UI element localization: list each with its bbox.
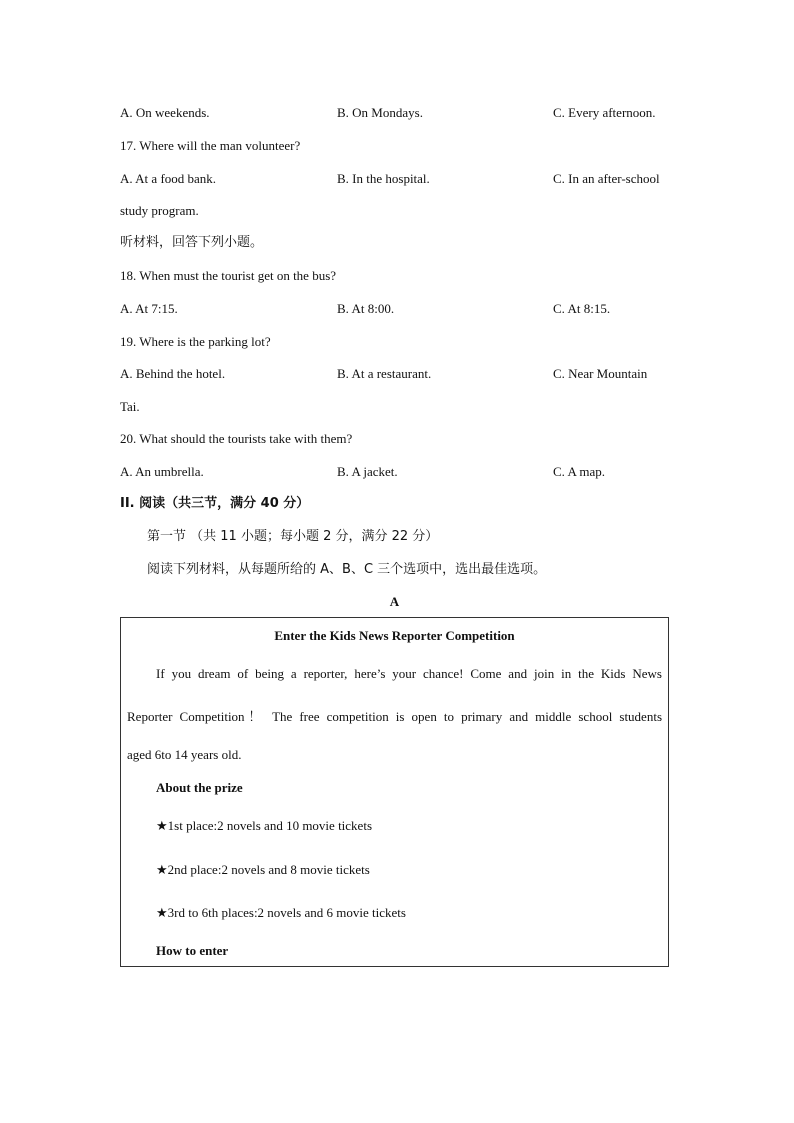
q17-option-a: A. At a food bank. xyxy=(120,171,217,186)
q18-option-c: C. At 8:15. xyxy=(553,301,611,316)
passage-para-line-3: aged 6to 14 years old. xyxy=(127,747,242,762)
passage-para-line-2: Reporter Competition！ The free competition is open to primary and middle school students xyxy=(127,709,662,724)
q19-option-c-continued: Tai. xyxy=(120,399,140,414)
q19-question: 19. Where is the parking lot? xyxy=(120,334,271,349)
q16-option-b: B. On Mondays. xyxy=(337,105,423,120)
q18-question: 18. When must the tourist get on the bus? xyxy=(120,268,337,283)
q17-question: 17. Where will the man volunteer? xyxy=(120,138,301,153)
q20-option-a: A. An umbrella. xyxy=(120,464,204,479)
passage-label: A xyxy=(389,594,400,609)
part-heading: 第一节 （共 11 小题；每小题 2 分，满分 22 分） xyxy=(147,529,439,544)
q19-option-c: C. Near Mountain xyxy=(553,366,648,381)
q19-option-a: A. Behind the hotel. xyxy=(120,366,226,381)
listen-instruction: 听材料，回答下列小题。 xyxy=(120,235,264,250)
q20-option-b: B. A jacket. xyxy=(337,464,398,479)
prize-heading: About the prize xyxy=(156,780,243,795)
q20-option-c: C. A map. xyxy=(553,464,606,479)
prize-item: ★2nd place:2 novels and 8 movie tickets xyxy=(156,862,370,877)
q18-option-b: B. At 8:00. xyxy=(337,301,395,316)
q19-option-b: B. At a restaurant. xyxy=(337,366,432,381)
q18-option-a: A. At 7:15. xyxy=(120,301,178,316)
prize-item: ★3rd to 6th places:2 novels and 6 movie tickets xyxy=(156,905,406,920)
passage-box xyxy=(120,617,669,967)
prize-item: ★1st place:2 novels and 10 movie tickets xyxy=(156,818,372,833)
enter-heading: How to enter xyxy=(156,943,229,958)
passage-para-line-1: If you dream of being a reporter, here’s your chance! Come and join in the Kids News xyxy=(156,666,662,681)
q16-option-a: A. On weekends. xyxy=(120,105,210,120)
q17-option-b: B. In the hospital. xyxy=(337,171,430,186)
q17-option-c: C. In an after-school xyxy=(553,171,660,186)
section-heading: II. 阅读（共三节，满分 40 分） xyxy=(120,496,310,511)
passage-title: Enter the Kids News Reporter Competition xyxy=(274,628,515,643)
q16-option-c: C. Every afternoon. xyxy=(553,105,656,120)
q17-option-c-continued: study program. xyxy=(120,203,199,218)
reading-instruction: 阅读下列材料，从每题所给的 A、B、C 三个选项中，选出最佳选项。 xyxy=(147,562,547,577)
q20-question: 20. What should the tourists take with them? xyxy=(120,431,353,446)
